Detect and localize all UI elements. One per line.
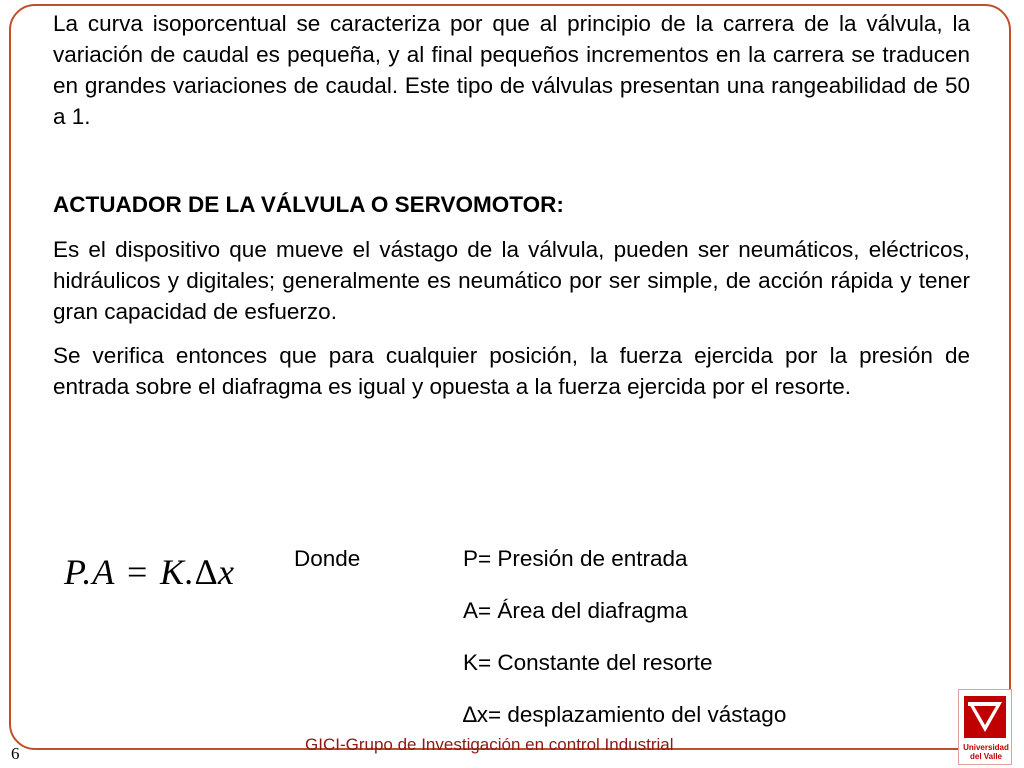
logo-emblem-icon: [959, 692, 1011, 742]
force-paragraph: Se verifica entonces que para cualquier posición, la fuerza ejercida por la presión de entrada sobre el diafragma es igual y opuesta a la fuerza ejercida por el resorte.: [53, 343, 970, 399]
section-heading: ACTUADOR DE LA VÁLVULA O SERVOMOTOR:: [53, 192, 564, 217]
intro-paragraph: La curva isoporcentual se caracteriza por que al principio de la carrera de la válvula, la variación de caudal es pequeña, y al final pequeños incrementos en la carrera se traducen en grandes variaciones de caudal. Este tipo de válvulas presentan una rangeabilidad de 50 a 1.: [53, 11, 970, 129]
definition-a: A= Área del diafragma: [463, 598, 688, 623]
definition-p: P= Presión de entrada: [463, 546, 688, 571]
footer-text: GICI-Grupo de Investigación en control Industrial: [305, 735, 674, 754]
definitions-list: [463, 543, 786, 751]
actuator-paragraph: Es el dispositivo que mueve el vástago de la válvula, pueden ser neumáticos, eléctricos, hidráulicos y digitales; generalmente es neumático por ser simple, de acción rápida y tener gran capacidad de esfuerzo.: [53, 237, 970, 324]
donde-label: Donde: [294, 546, 361, 571]
university-logo: [958, 689, 1012, 765]
logo-text-line-2: del Valle: [969, 752, 1003, 761]
slide-body: [53, 8, 970, 402]
page-number: 6: [11, 744, 20, 763]
definition-k: K= Constante del resorte: [463, 650, 713, 675]
logo-text-line-1: Universidad: [963, 743, 1009, 752]
definition-dx: ∆x= desplazamiento del vástago: [463, 702, 787, 727]
formula: P.A = K.∆x: [64, 552, 235, 592]
